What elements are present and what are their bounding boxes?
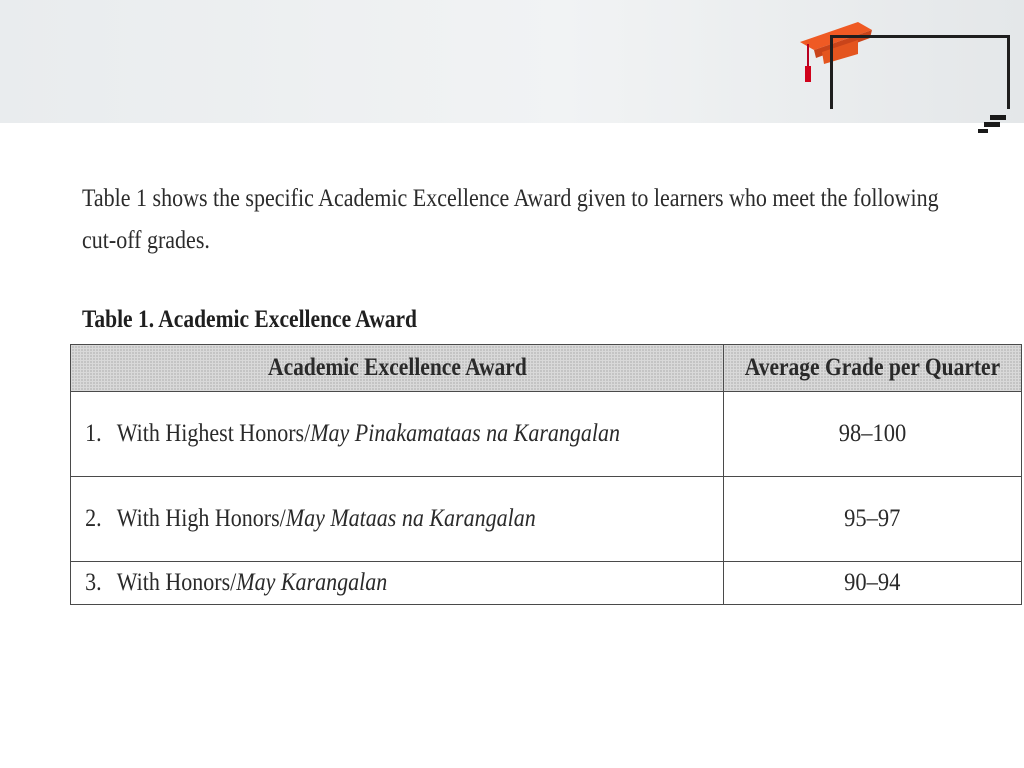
table-caption: Table 1. Academic Excellence Award (82, 306, 418, 333)
intro-paragraph: Table 1 shows the specific Academic Excellence Award given to learners who meet the following cut-off grades. (82, 185, 939, 254)
table-row (71, 392, 1022, 477)
award-cell (71, 562, 724, 605)
grade-cell: 90–94 (724, 562, 1022, 605)
column-header-award: Academic Excellence Award (71, 345, 724, 392)
award-filipino: May Karangalan (236, 569, 388, 596)
column-header-grade: Average Grade per Quarter (724, 345, 1022, 392)
row-number: 2. (85, 505, 102, 532)
award-english: With Highest Honors/ (116, 420, 311, 447)
table-header-row (71, 345, 1022, 392)
table-row (71, 477, 1022, 562)
award-cell (71, 392, 724, 477)
award-filipino: May Pinakamataas na Karangalan (310, 420, 621, 447)
table-row (71, 562, 1022, 605)
decorative-frame (830, 35, 1010, 109)
award-english: With High Honors/ (116, 505, 286, 532)
award-filipino: May Mataas na Karangalan (285, 505, 536, 532)
row-number: 1. (85, 420, 102, 447)
grade-cell: 98–100 (724, 392, 1022, 477)
award-table (70, 344, 1022, 605)
award-english: With Honors/ (116, 569, 237, 596)
stairs-icon (976, 113, 1008, 137)
award-cell (71, 477, 724, 562)
grade-cell: 95–97 (724, 477, 1022, 562)
row-number: 3. (85, 569, 102, 596)
